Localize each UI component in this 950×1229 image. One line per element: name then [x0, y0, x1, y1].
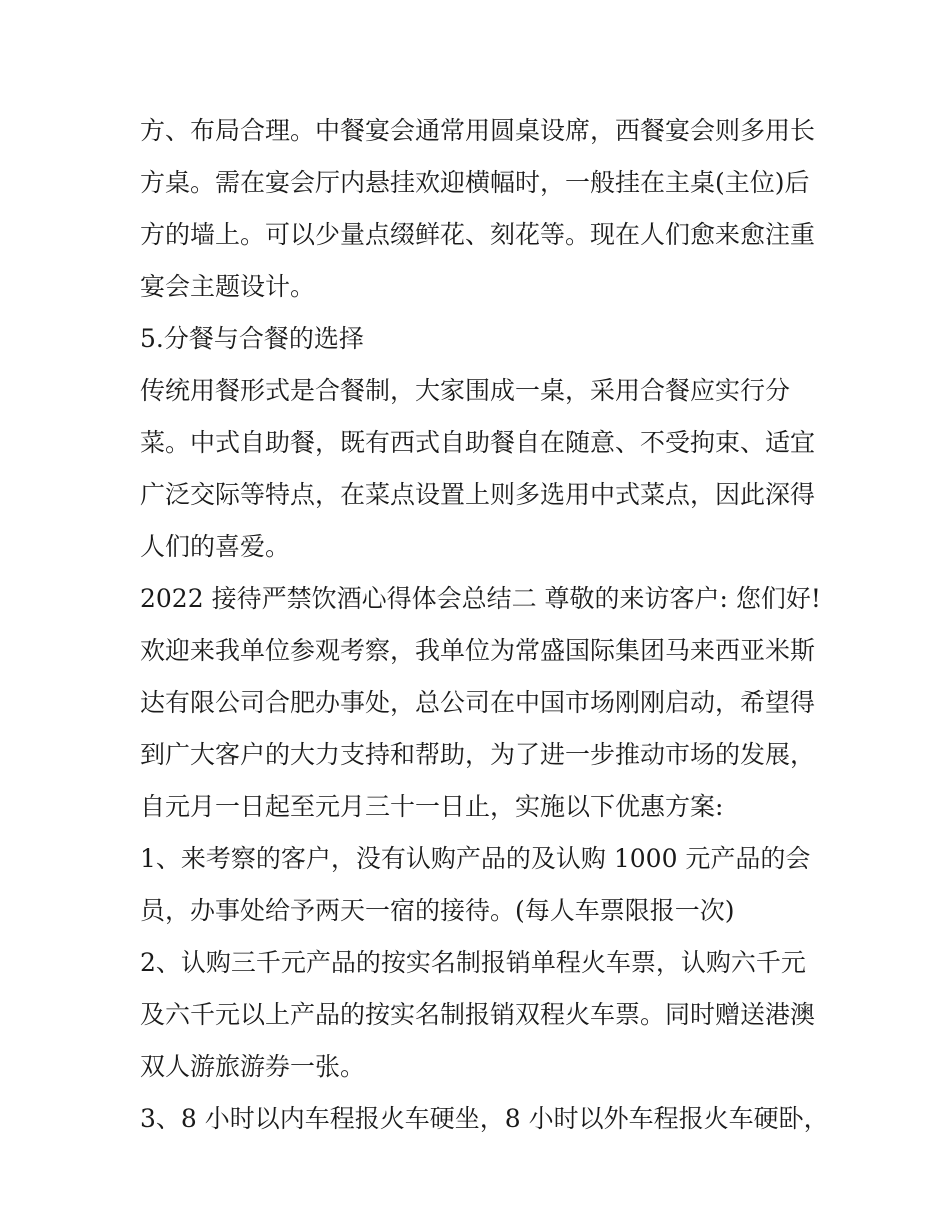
- text-line: 方的墙上。可以少量点缀鲜花、刻花等。现在人们愈来愈注重: [140, 220, 816, 249]
- section-heading: 5.分餐与合餐的选择: [140, 324, 364, 353]
- text-line: 双人游旅游券一张。: [140, 1052, 366, 1081]
- text-line: 广泛交际等特点，在菜点设置上则多选用中式菜点，因此深得: [140, 480, 816, 509]
- text-line: 到广大客户的大力支持和帮助，为了进一步推动市场的发展，: [140, 740, 816, 769]
- text-line: 方桌。需在宴会厅内悬挂欢迎横幅时，一般挂在主桌(主位)后: [140, 168, 810, 197]
- document-body: [140, 105, 829, 1145]
- list-item: 3、8 小时以内车程报火车硬坐，8 小时以外车程报火车硬卧，: [140, 1104, 829, 1133]
- text-line: 2022 接待严禁饮酒心得体会总结二 尊敬的来访客户: 您们好!: [140, 584, 821, 613]
- list-item: 2、认购三千元产品的按实名制报销单程火车票，认购六千元: [140, 948, 806, 977]
- text-line: 及六千元以上产品的按实名制报销双程火车票。同时赠送港澳: [140, 1000, 816, 1029]
- text-line: 菜。中式自助餐，既有西式自助餐自在随意、不受拘束、适宜: [140, 428, 816, 457]
- text-line: 达有限公司合肥办事处，总公司在中国市场刚刚启动，希望得: [140, 688, 816, 717]
- list-item: 1、来考察的客户，没有认购产品的及认购 1000 元产品的会: [140, 844, 811, 873]
- text-line: 方、布局合理。中餐宴会通常用圆桌设席，西餐宴会则多用长: [140, 116, 816, 145]
- text-line: 传统用餐形式是合餐制，大家围成一桌，采用合餐应实行分: [140, 376, 791, 405]
- text-line: 宴会主题设计。: [140, 272, 316, 301]
- text-line: 自元月一日起至元月三十一日止，实施以下优惠方案:: [140, 792, 724, 821]
- text-line: 人们的喜爱。: [140, 532, 291, 561]
- text-line: 员，办事处给予两天一宿的接待。(每人车票限报一次): [140, 896, 735, 925]
- text-line: 欢迎来我单位参观考察，我单位为常盛国际集团马来西亚米斯: [140, 636, 816, 665]
